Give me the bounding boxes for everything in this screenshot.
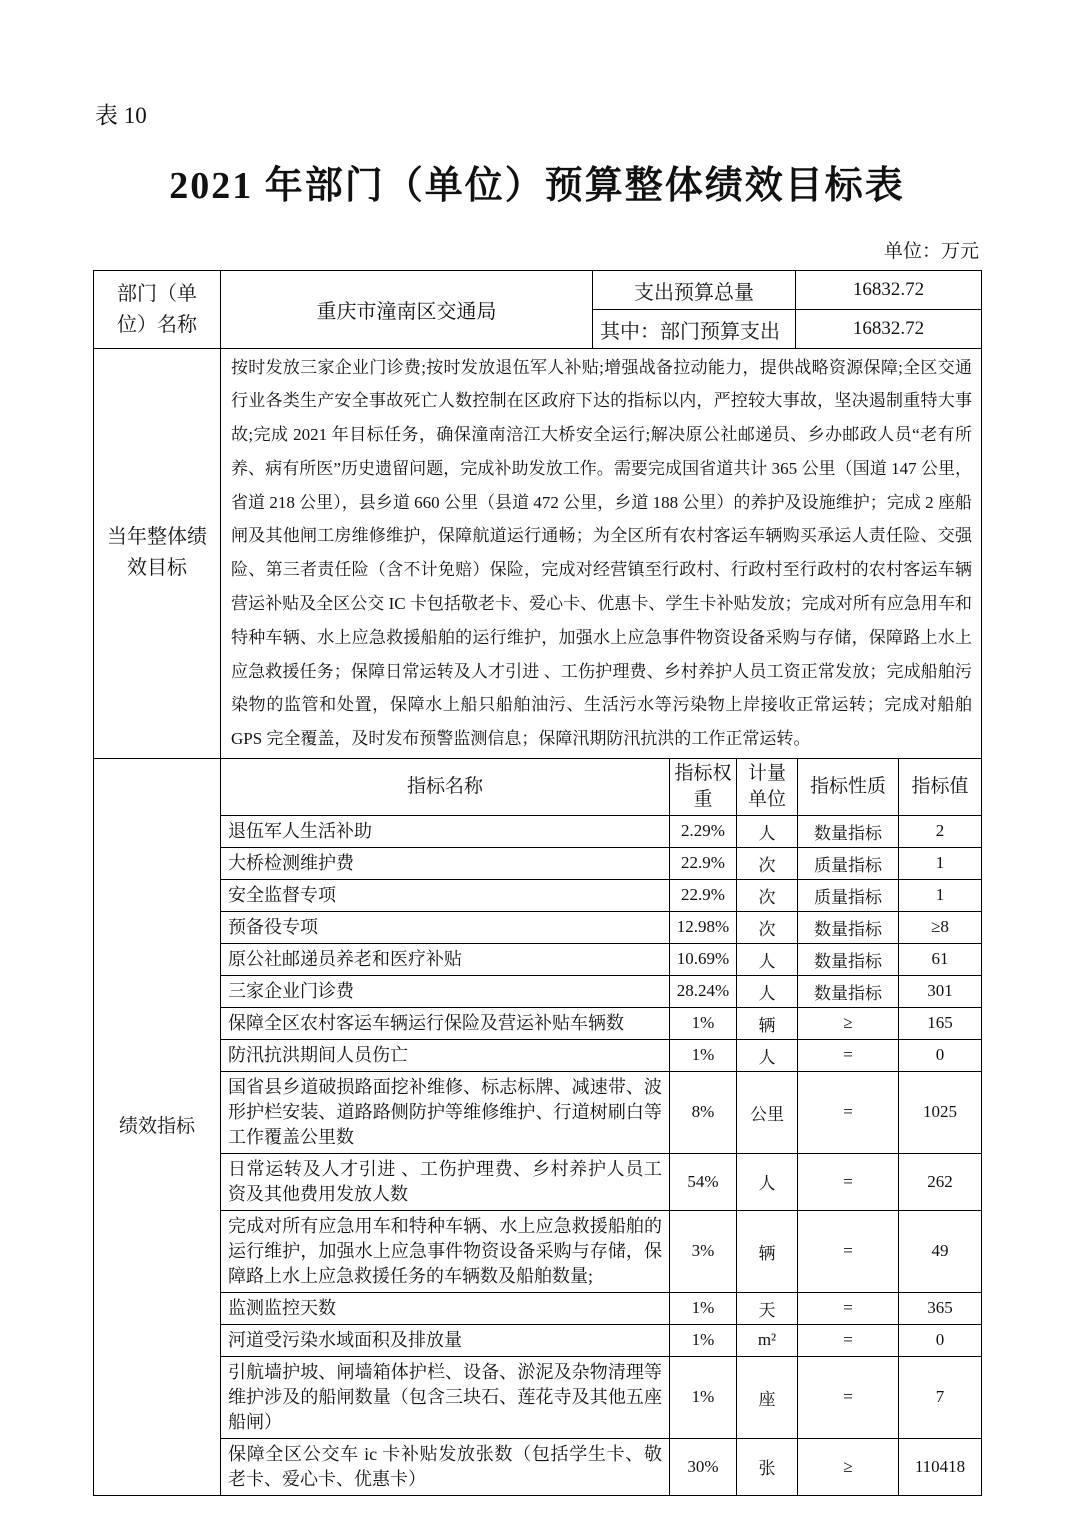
indicator-weight-cell: 30% [670,1438,737,1495]
indicator-nature-cell: = [798,1324,899,1356]
indicator-value-cell: 0 [899,1324,982,1356]
indicator-name-cell: 日常运转及人才引进 、工伤护理费、乡村养护人员工资及其他费用发放人数 [221,1153,670,1210]
indicator-weight-cell: 1% [670,1007,737,1039]
indicator-nature-cell: 数量指标 [798,911,899,943]
indicator-nature-cell: 数量指标 [798,975,899,1007]
indicator-nature-cell: 质量指标 [798,879,899,911]
indicator-name-cell: 大桥检测维护费 [221,847,670,879]
indicator-name-cell: 三家企业门诊费 [221,975,670,1007]
indicator-name-cell: 安全监督专项 [221,879,670,911]
indicator-unit-cell: 人 [737,943,798,975]
table-number-label: 表 10 [95,103,147,128]
indicator-value-cell: 301 [899,975,982,1007]
indicator-row [94,847,982,879]
indicator-unit-cell: 次 [737,879,798,911]
annual-goal-label: 当年整体绩效目标 [94,348,221,759]
indicator-value-cell: 0 [899,1039,982,1071]
indicator-row [94,1356,982,1438]
indicator-row [94,1007,982,1039]
indicator-weight-cell: 28.24% [670,975,737,1007]
indicator-name-cell: 完成对所有应急用车和特种车辆、水上应急救援船舶的运行维护，加强水上应急事件物资设备采购与存储，保障路上水上应急救援任务的车辆数及船舶数量; [221,1210,670,1292]
indicator-name-cell: 预备役专项 [221,911,670,943]
indicator-row [94,879,982,911]
header-indicator-nature: 指标性质 [798,758,899,815]
indicator-unit-cell: 公里 [737,1071,798,1153]
table-row [94,271,982,310]
indicator-weight-cell: 3% [670,1210,737,1292]
indicator-row [94,1153,982,1210]
indicator-unit-cell: 次 [737,911,798,943]
indicator-weight-cell: 2.29% [670,815,737,847]
indicator-value-cell: 1 [899,879,982,911]
table-row [94,348,982,759]
indicator-nature-cell: = [798,1153,899,1210]
header-indicator-value: 指标值 [899,758,982,815]
indicator-nature-cell: 数量指标 [798,815,899,847]
indicator-name-cell: 国省县乡道破损路面挖补维修、标志标牌、减速带、波形护栏安装、道路路侧防护等维修维护、行道树刷白等工作覆盖公里数 [221,1071,670,1153]
indicator-unit-cell: 天 [737,1292,798,1324]
indicator-value-cell: ≥8 [899,911,982,943]
dept-name-label: 部门（单位）名称 [94,271,221,349]
indicator-unit-cell: 辆 [737,1007,798,1039]
indicator-weight-cell: 1% [670,1324,737,1356]
indicator-name-cell: 河道受污染水域面积及排放量 [221,1324,670,1356]
indicator-unit-cell: 次 [737,847,798,879]
indicator-nature-cell: 质量指标 [798,847,899,879]
indicator-unit-cell: 人 [737,815,798,847]
indicator-value-cell: 2 [899,815,982,847]
indicator-nature-cell: = [798,1292,899,1324]
indicator-name-cell: 引航墙护坡、闸墙箱体护栏、设备、淤泥及杂物清理等维护涉及的船闸数量（包含三块石、莲花寺及其他五座船闸） [221,1356,670,1438]
indicator-nature-cell: ≥ [798,1007,899,1039]
indicator-value-cell: 262 [899,1153,982,1210]
indicator-name-cell: 防汛抗洪期间人员伤亡 [221,1039,670,1071]
indicator-weight-cell: 22.9% [670,847,737,879]
indicator-name-cell: 退伍军人生活补助 [221,815,670,847]
budget-total-value: 16832.72 [796,271,982,310]
indicator-value-cell: 110418 [899,1438,982,1495]
indicator-nature-cell: = [798,1039,899,1071]
indicator-value-cell: 49 [899,1210,982,1292]
indicator-row [94,1324,982,1356]
indicator-value-cell: 365 [899,1292,982,1324]
indicator-nature-cell: 数量指标 [798,943,899,975]
indicator-unit-cell: 张 [737,1438,798,1495]
indicator-weight-cell: 12.98% [670,911,737,943]
indicator-unit-cell: 辆 [737,1210,798,1292]
page-title: 2021 年部门（单位）预算整体绩效目标表 [169,165,905,207]
indicator-value-cell: 7 [899,1356,982,1438]
budget-dept-value: 16832.72 [796,310,982,349]
indicator-unit-cell: 座 [737,1356,798,1438]
indicator-name-cell: 保障全区公交车 ic 卡补贴发放张数（包括学生卡、敬老卡、爱心卡、优惠卡） [221,1438,670,1495]
indicator-weight-cell: 1% [670,1356,737,1438]
indicator-weight-cell: 10.69% [670,943,737,975]
indicator-value-cell: 1025 [899,1071,982,1153]
indicator-weight-cell: 1% [670,1292,737,1324]
indicator-nature-cell: = [798,1210,899,1292]
indicator-unit-cell: 人 [737,975,798,1007]
annual-goal-text: 按时发放三家企业门诊费;按时发放退伍军人补贴;增强战备拉动能力，提供战略资源保障;全区交通行业各类生产安全事故死亡人数控制在区政府下达的指标以内，严控较大事故，坚决遏制重特大事故;完成 2021 年目标任务，确保潼南涪江大桥安全运行;解决原公社邮递员、乡办邮政人员“老有所养、病有所医”历史遗留问题，完成补助发放工作。需要完成国省道共计 365 公里（国道 147 公里，省道 218 公里），县乡道 660 公里（县道 472 公里，乡道 188 公里）的养护及设施维护；完成 2 座船闸及其他闸工房维修维护，保障航道运行通畅；为全区所有农村客运车辆购买承运人责任险、交强险、第三者责任险（含不计免赔）保险，完成对经营镇至行政村、行政村至行政村的农村客运车辆营运补贴及全区公交 IC 卡包括敬老卡、爱心卡、优惠卡、学生卡补贴发放；完成对所有应急用车和特种车辆、水上应急救援船舶的运行维护，加强水上应急事件物资设备采购与存储，保障路上水上应急救援任务；保障日常运转及人才引进 、工伤护理费、乡村养护人员工资正常发放；完成船舶污染物的监管和处置，保障水上船只船舶油污、生活污水等污染物上岸接收正常运转；完成对船舶 GPS 完全覆盖，及时发布预警监测信息；保障汛期防汛抗洪的工作正常运转。 [221,348,982,759]
indicator-weight-cell: 22.9% [670,879,737,911]
indicators-table [93,758,982,1496]
indicator-name-cell: 保障全区农村客运车辆运行保险及营运补贴车辆数 [221,1007,670,1039]
indicator-unit-cell: m² [737,1324,798,1356]
indicator-row [94,1438,982,1495]
header-indicator-weight: 指标权重 [670,758,737,815]
header-indicator-name: 指标名称 [221,758,670,815]
budget-total-label: 支出预算总量 [593,271,796,310]
department-budget-table [93,270,982,349]
header-measure-unit: 计量单位 [737,758,798,815]
indicator-name-cell: 监测监控天数 [221,1292,670,1324]
indicator-weight-cell: 54% [670,1153,737,1210]
indicator-value-cell: 1 [899,847,982,879]
unit-note: 单位：万元 [883,241,979,262]
indicator-row [94,943,982,975]
indicator-nature-cell: = [798,1356,899,1438]
indicator-unit-cell: 人 [737,1039,798,1071]
indicator-unit-cell: 人 [737,1153,798,1210]
indicator-nature-cell: ≥ [798,1438,899,1495]
indicator-value-cell: 165 [899,1007,982,1039]
indicator-weight-cell: 1% [670,1039,737,1071]
indicators-label: 绩效指标 [94,758,221,1495]
budget-dept-label: 其中：部门预算支出 [593,310,796,349]
indicator-row [94,815,982,847]
indicator-row [94,1210,982,1292]
indicator-value-cell: 61 [899,943,982,975]
annual-goal-table [93,348,982,760]
indicator-row [94,1292,982,1324]
indicator-row [94,975,982,1007]
indicator-row [94,911,982,943]
indicator-row [94,1039,982,1071]
dept-name-value: 重庆市潼南区交通局 [221,271,593,349]
indicator-name-cell: 原公社邮递员养老和医疗补贴 [221,943,670,975]
indicator-weight-cell: 8% [670,1071,737,1153]
indicator-nature-cell: = [798,1071,899,1153]
indicators-header-row [94,758,982,815]
indicator-row [94,1071,982,1153]
